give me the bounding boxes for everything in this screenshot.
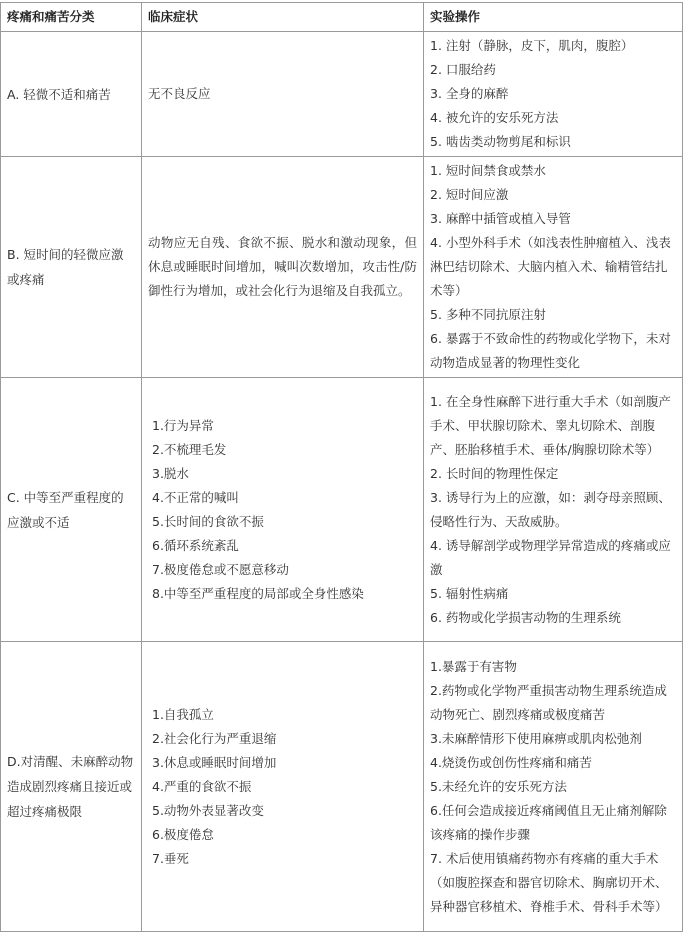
list-item: 2.药物或化学物严重损害动物生理系统造成动物死亡、剧烈疼痛或极度痛苦 (430, 682, 667, 722)
list-item: 4.烧烫伤或创伤性疼痛和痛苦 (430, 754, 592, 770)
header-procedures: 实验操作 (424, 3, 683, 32)
list-item: 5. 啮齿类动物剪尾和标识 (430, 134, 571, 149)
list-item: 7. 术后使用镇痛药物亦有疼痛的重大手术（如腹腔探查和器官切除术、胸廓切开术、异种器官移植术、脊椎手术、骨科手术等） (430, 850, 668, 914)
table-header-row (1, 3, 683, 32)
list-item: 1.行为异常 (152, 417, 214, 433)
list-item: 3. 诱导行为上的应激，如：剥夺母亲照顾、侵略性行为、天敌威胁。 (430, 489, 671, 529)
procedure-cell (424, 157, 683, 378)
procedure-cell (424, 32, 683, 157)
list-item: 5.未经允许的安乐死方法 (430, 778, 567, 794)
list-item: 6. 暴露于不致命性的药物或化学物下，未对动物造成显著的物理性变化 (430, 331, 671, 370)
category-cell: D.对清醒、未麻醉动物造成剧烈疼痛且接近或超过疼痛极限 (1, 642, 142, 932)
list-item: 3. 全身的麻醉 (430, 86, 509, 101)
procedure-cell (424, 378, 683, 642)
list-item: 2. 口服给药 (430, 62, 496, 77)
list-item: 1. 注射（静脉，皮下，肌肉，腹腔） (430, 38, 634, 53)
list-item: 6. 药物或化学损害动物的生理系统 (430, 609, 621, 625)
list-item: 6.极度倦怠 (152, 826, 214, 842)
header-category: 疼痛和痛苦分类 (1, 3, 142, 32)
table-row (1, 32, 683, 157)
table-row (1, 157, 683, 378)
list-item: 5.动物外表显著改变 (152, 802, 264, 818)
list-item: 5.长时间的食欲不振 (152, 513, 264, 529)
list-item: 4. 小型外科手术（如浅表性肿瘤植入、浅表淋巴结切除术、大脑内植入术、输精管结扎术等） (430, 235, 671, 298)
list-item: 3.脱水 (152, 465, 189, 481)
list-item: 1. 短时间禁食或禁水 (430, 163, 546, 178)
list-item: 6.循环系统紊乱 (152, 537, 239, 553)
symptom-cell: 动物应无自残、食欲不振、脱水和激动现象，但休息或睡眠时间增加，喊叫次数增加，攻击性/防御性行为增加，或社会化行为退缩及自我孤立。 (142, 157, 424, 378)
procedure-cell (424, 642, 683, 932)
list-item: 2.社会化行为严重退缩 (152, 730, 277, 746)
list-item: 4. 被允许的安乐死方法 (430, 110, 559, 125)
symptom-cell (142, 642, 424, 932)
list-item: 4.不正常的喊叫 (152, 489, 239, 505)
list-item: 4.严重的食欲不振 (152, 778, 252, 794)
category-cell: C. 中等至严重程度的应激或不适 (1, 378, 142, 642)
list-item: 7.极度倦怠或不愿意移动 (152, 561, 289, 577)
table-row (1, 642, 683, 932)
list-item: 7.垂死 (152, 850, 189, 866)
list-item: 3. 麻醉中插管或植入导管 (430, 211, 571, 226)
list-item: 1.暴露于有害物 (430, 658, 517, 674)
list-item: 5. 辐射性病痛 (430, 585, 509, 601)
list-item: 8.中等至严重程度的局部或全身性感染 (152, 585, 364, 601)
list-item: 3.未麻醉情形下使用麻痹或肌肉松弛剂 (430, 730, 642, 746)
list-item: 1. 在全身性麻醉下进行重大手术（如剖腹产手术、甲状腺切除术、睾丸切除术、剖腹产、胚胎移植手术、垂体/胸腺切除术等） (430, 393, 671, 457)
list-item: 2. 长时间的物理性保定 (430, 465, 559, 481)
symptom-cell (142, 378, 424, 642)
pain-classification-table (0, 2, 683, 932)
category-cell: A. 轻微不适和痛苦 (1, 32, 142, 157)
list-item: 5. 多种不同抗原注射 (430, 307, 546, 322)
list-item: 2.不梳理毛发 (152, 441, 227, 457)
header-symptoms: 临床症状 (142, 3, 424, 32)
list-item: 2. 短时间应激 (430, 187, 509, 202)
table-row (1, 378, 683, 642)
list-item: 4. 诱导解剖学或物理学异常造成的疼痛或应激 (430, 537, 671, 577)
list-item: 6.任何会造成接近疼痛阈值且无止痛剂解除该疼痛的操作步骤 (430, 802, 667, 842)
category-cell: B. 短时间的轻微应激或疼痛 (1, 157, 142, 378)
symptom-cell: 无不良反应 (142, 32, 424, 157)
list-item: 3.休息或睡眠时间增加 (152, 754, 277, 770)
list-item: 1.自我孤立 (152, 706, 214, 722)
